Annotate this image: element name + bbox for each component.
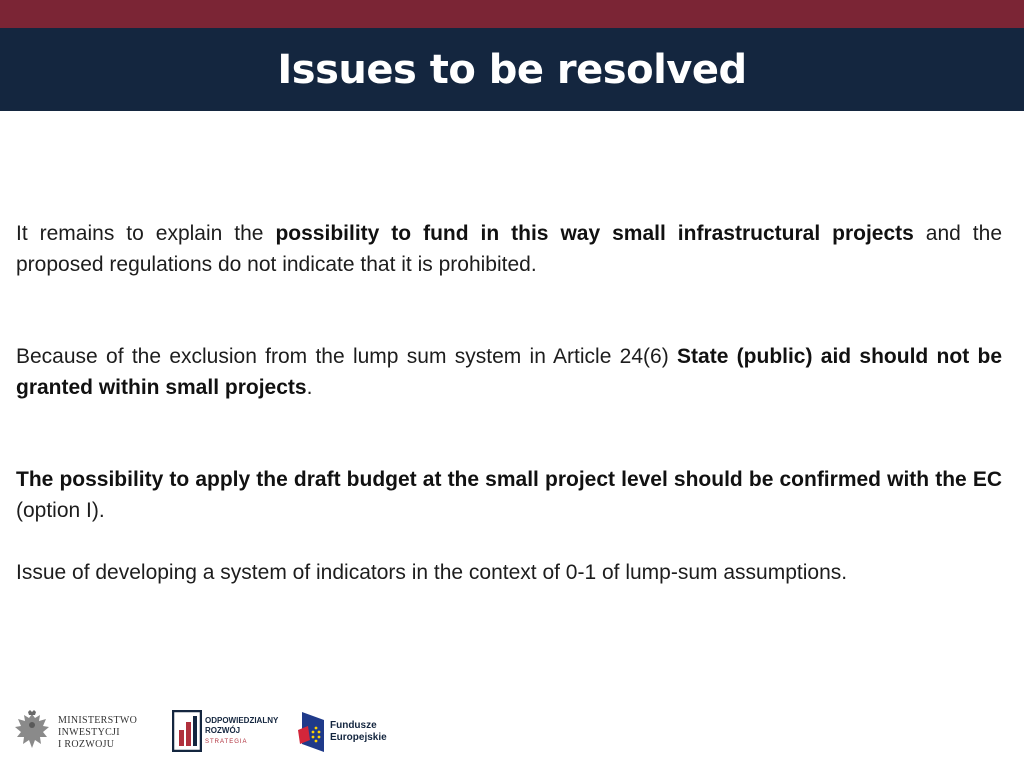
paragraph-2 xyxy=(16,341,1002,403)
bar-chart-mark-icon xyxy=(172,710,202,752)
responsible-development-logo xyxy=(172,710,292,756)
paragraph-2-emphasis: State (public) aid should not be granted within small projects xyxy=(16,345,1002,399)
european-funds-logo xyxy=(298,710,408,756)
eu-funds-star-flag-icon xyxy=(298,712,326,754)
paragraph-1 xyxy=(16,218,1002,280)
slide-title: Issues to be resolved xyxy=(277,46,747,93)
paragraph-1-text-end: and the proposed regulations do not indicate that it is prohibited. xyxy=(16,222,1002,276)
footer-logos xyxy=(0,700,1024,768)
title-bar xyxy=(0,28,1024,111)
responsible-development-subtext: STRATEGIA xyxy=(205,739,248,745)
paragraph-3-emphasis: The possibility to apply the draft budget at the small project level should be confirmed with the EC xyxy=(16,468,1002,491)
ministry-logo xyxy=(12,710,152,756)
paragraph-3 xyxy=(16,464,1002,526)
paragraph-2-text: Because of the exclusion from the lump sum system in Article 24(6) xyxy=(16,345,678,368)
paragraph-2-text-end: . xyxy=(306,376,313,399)
top-accent-stripe xyxy=(0,0,1024,28)
paragraph-4: Issue of developing a system of indicators in the context of 0-1 of lump-sum assumptions. xyxy=(16,561,848,584)
paragraph-3-text-end: (option I). xyxy=(16,499,105,522)
eagle-emblem-icon xyxy=(12,710,52,754)
european-funds-text: Fundusze Europejskie xyxy=(330,720,387,743)
responsible-development-text: ODPOWIEDZIALNY ROZWÓJ xyxy=(205,716,279,735)
paragraph-1-emphasis: possibility to fund in this way small infrastructural projects xyxy=(275,222,914,245)
ministry-logo-text: MINISTERSTWO INWESTYCJI I ROZWOJU xyxy=(58,715,138,750)
paragraph-1-text: It remains to explain the xyxy=(16,222,276,245)
